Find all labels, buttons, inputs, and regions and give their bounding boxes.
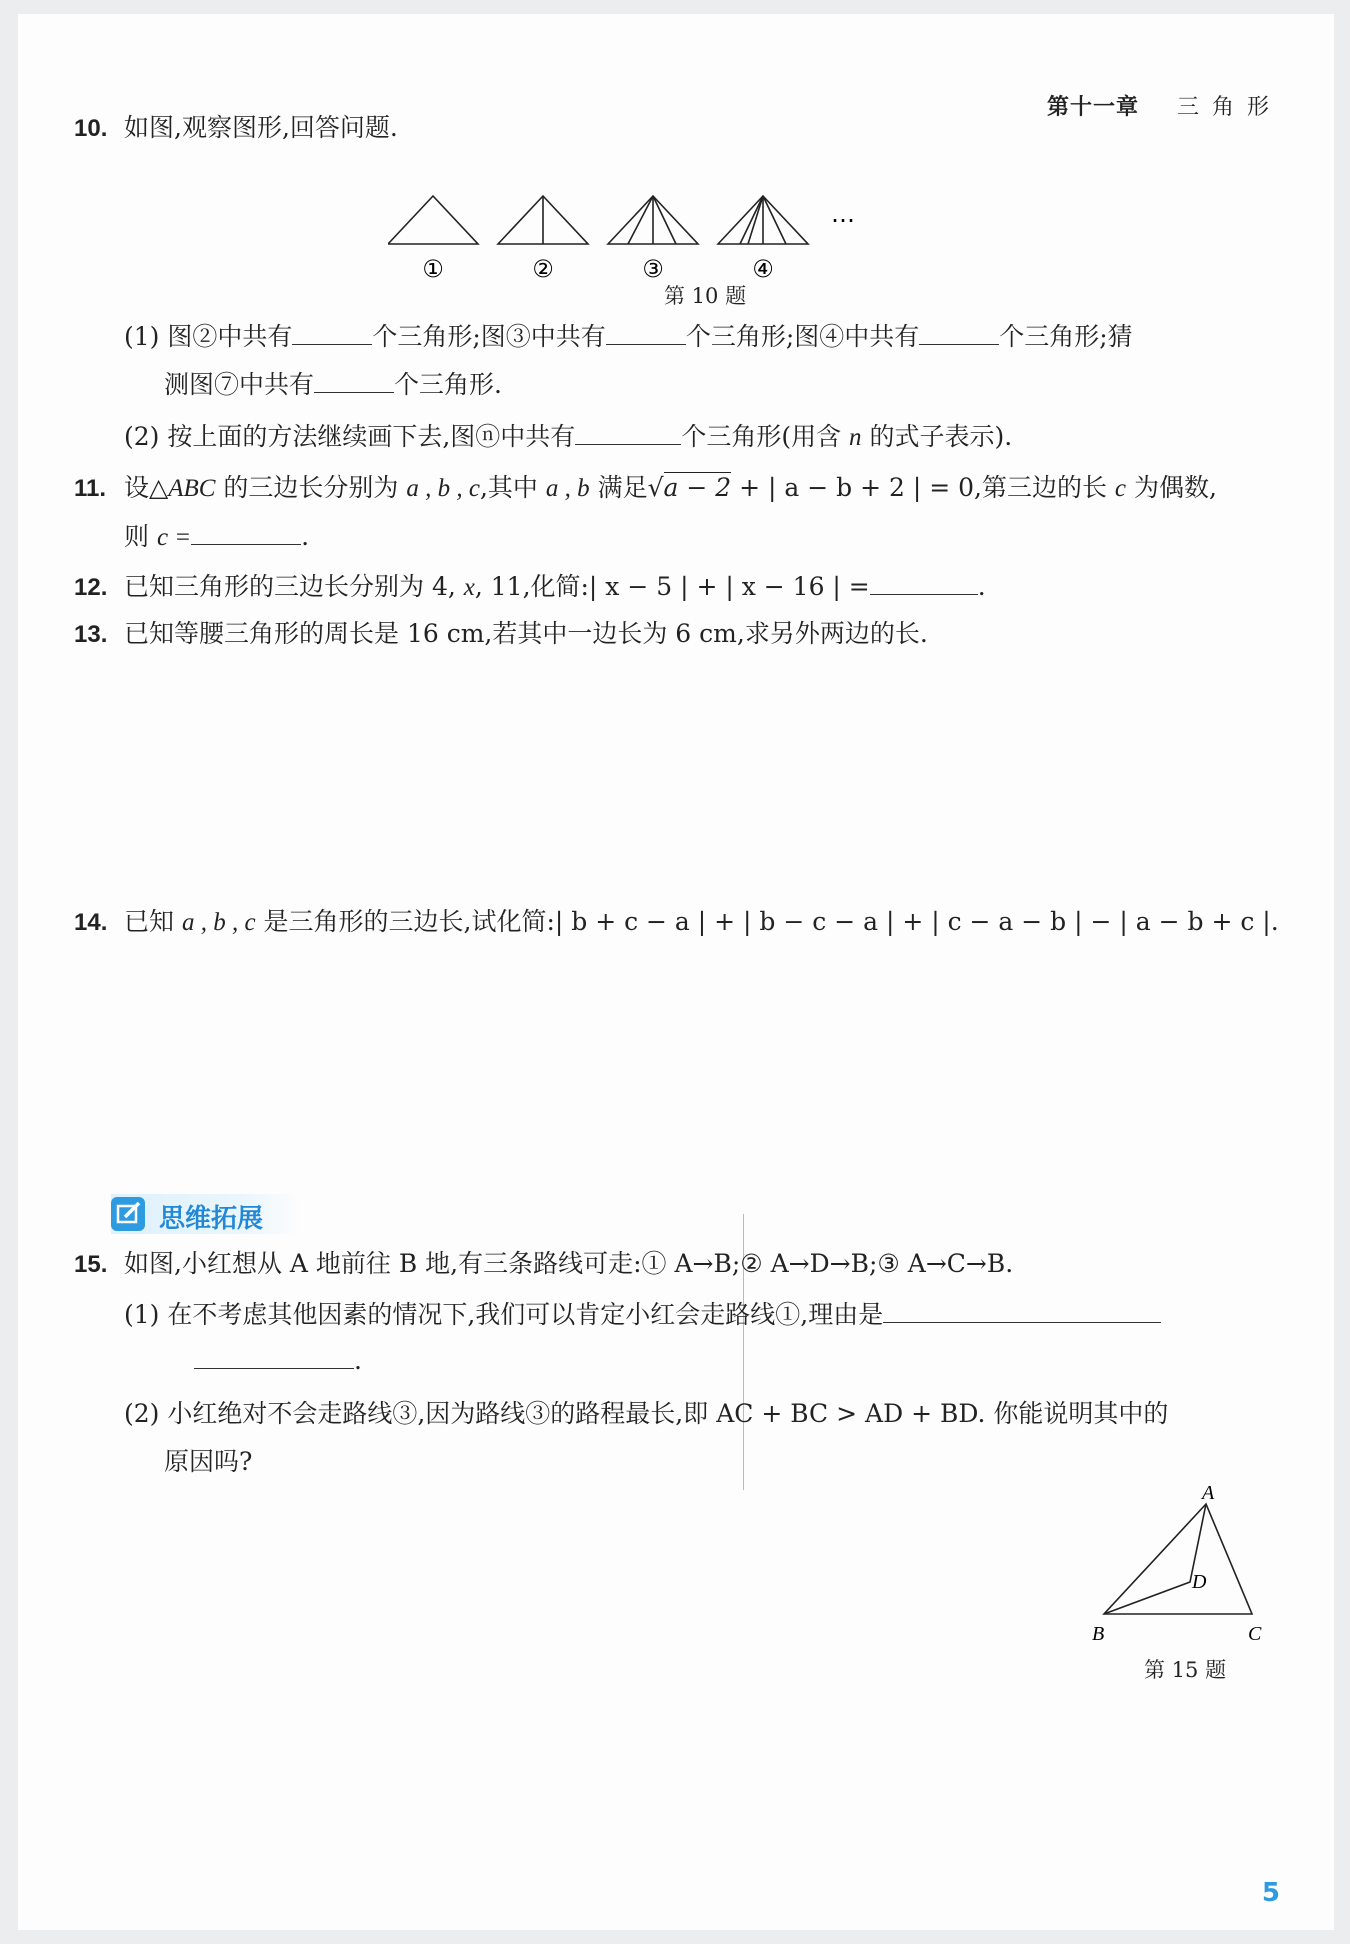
text: 个三角形;猜 xyxy=(999,322,1133,351)
answer-blank[interactable] xyxy=(883,1296,1161,1323)
q15-part1 xyxy=(124,1296,1161,1333)
variable: c = xyxy=(156,524,192,551)
text: 已知 xyxy=(124,907,182,936)
q15-part1-line2 xyxy=(194,1342,362,1379)
page-number: 5 xyxy=(1261,1878,1280,1908)
text: , 11,化简:| x − 5 | + | x − 16 | = xyxy=(474,572,870,601)
text: 已知三角形的三边长分别为 4, xyxy=(124,572,464,601)
triangle-2 xyxy=(498,196,588,244)
question-number: 14. xyxy=(74,909,108,936)
q15-part2-line2 xyxy=(164,1444,252,1480)
text: . xyxy=(354,1346,362,1375)
question-text: 如图,观察图形,回答问题. xyxy=(124,113,398,142)
text: 的式子表示). xyxy=(869,422,1013,451)
chapter-header xyxy=(1047,90,1272,121)
variable: n xyxy=(849,424,862,451)
question-12 xyxy=(74,568,986,606)
variable: a , b , c xyxy=(406,475,480,502)
point-c-label: C xyxy=(1248,1623,1262,1645)
pencil-icon xyxy=(111,1197,145,1231)
q10-part1-line2 xyxy=(164,366,502,403)
question-number: 15. xyxy=(74,1251,108,1278)
q10-part2 xyxy=(124,418,1012,456)
text: (2) 按上面的方法继续画下去,图ⓝ中共有 xyxy=(124,422,576,451)
text: 个三角形;图③中共有 xyxy=(372,322,606,351)
question-11 xyxy=(74,470,1217,507)
text: + | a − b + 2 | = 0,第三边的长 xyxy=(731,473,1115,502)
q10-caption: 第 10 题 xyxy=(664,284,747,308)
answer-blank[interactable] xyxy=(606,318,686,345)
variable: ABC xyxy=(168,475,216,502)
q15-caption: 第 15 题 xyxy=(1144,1658,1227,1682)
text: 是三角形的三边长,试化简:| b + c − a | + | b − c − a | + | c − a − b | − | a − b + c |. xyxy=(255,907,1279,936)
point-b-label: B xyxy=(1092,1623,1105,1645)
text: 原因吗? xyxy=(164,1447,253,1476)
text: . xyxy=(977,572,986,601)
ellipsis: … xyxy=(831,200,855,228)
triangle-3 xyxy=(608,196,698,244)
triangle-abc xyxy=(1104,1504,1252,1614)
question-text: 如图,小红想从 A 地前往 B 地,有三条路线可走:① A→B;② A→D→B;③ A→C→B. xyxy=(124,1249,1014,1278)
question-number: 12. xyxy=(74,574,108,601)
sqrt-body: a − 2 xyxy=(663,473,732,502)
text: 满足 xyxy=(589,473,648,502)
fig-label-2: ② xyxy=(532,255,554,283)
point-d-label: D xyxy=(1192,1571,1207,1593)
text: 为偶数, xyxy=(1126,473,1217,502)
q15-figure xyxy=(1078,1468,1308,1668)
q15-part2 xyxy=(124,1396,1168,1432)
answer-blank[interactable] xyxy=(191,518,301,545)
text: ,其中 xyxy=(479,473,546,502)
question-number: 13. xyxy=(74,621,108,648)
sqrt-sign: √ xyxy=(647,473,664,502)
answer-blank[interactable] xyxy=(870,568,978,595)
q10-figure xyxy=(388,174,968,294)
section-header xyxy=(111,1194,301,1234)
page xyxy=(18,14,1334,1930)
text: (1) 在不考虑其他因素的情况下,我们可以肯定小红会走路线①,理由是 xyxy=(124,1300,884,1329)
answer-blank[interactable] xyxy=(575,418,681,445)
answer-blank[interactable] xyxy=(292,318,372,345)
text: 的三边长分别为 xyxy=(215,473,407,502)
question-text: 已知等腰三角形的周长是 16 cm,若其中一边长为 6 cm,求另外两边的长. xyxy=(124,619,928,648)
q10-part1-line1 xyxy=(124,318,1133,355)
text: 测图⑦中共有 xyxy=(164,370,315,399)
chapter-number: 第十一章 xyxy=(1046,95,1139,120)
question-14 xyxy=(74,904,1279,941)
answer-blank[interactable] xyxy=(919,318,999,345)
variable: a , b xyxy=(545,475,590,502)
answer-blank[interactable] xyxy=(314,366,394,393)
question-10 xyxy=(74,110,398,147)
text: 个三角形;图④中共有 xyxy=(685,322,920,351)
fig-label-4: ④ xyxy=(752,255,774,283)
fig-label-3: ③ xyxy=(642,255,664,283)
text: (1) 图②中共有 xyxy=(124,322,293,351)
question-11-line2 xyxy=(124,518,309,556)
question-15 xyxy=(74,1246,1013,1283)
question-number: 11. xyxy=(74,475,107,502)
triangle-4 xyxy=(718,196,808,244)
variable: c xyxy=(1114,475,1126,502)
text: . xyxy=(301,522,310,551)
text: 个三角形(用含 xyxy=(681,422,842,451)
text: 个三角形. xyxy=(394,370,502,399)
section-title: 思维拓展 xyxy=(159,1204,264,1234)
question-13 xyxy=(74,616,928,653)
answer-blank[interactable] xyxy=(194,1342,354,1369)
chapter-title: 三 角 形 xyxy=(1177,95,1272,120)
question-number: 10. xyxy=(74,115,108,142)
text: 设△ xyxy=(124,473,169,502)
triangle-1 xyxy=(388,196,478,244)
variable: a , b , c xyxy=(181,909,256,936)
fig-label-1: ① xyxy=(422,255,444,283)
point-a-label: A xyxy=(1202,1482,1215,1504)
variable: x xyxy=(463,574,475,601)
text: (2) 小红绝对不会走路线③,因为路线③的路程最长,即 AC + BC > AD + BD. 你能说明其中的 xyxy=(124,1399,1169,1428)
text: 则 xyxy=(124,522,157,551)
